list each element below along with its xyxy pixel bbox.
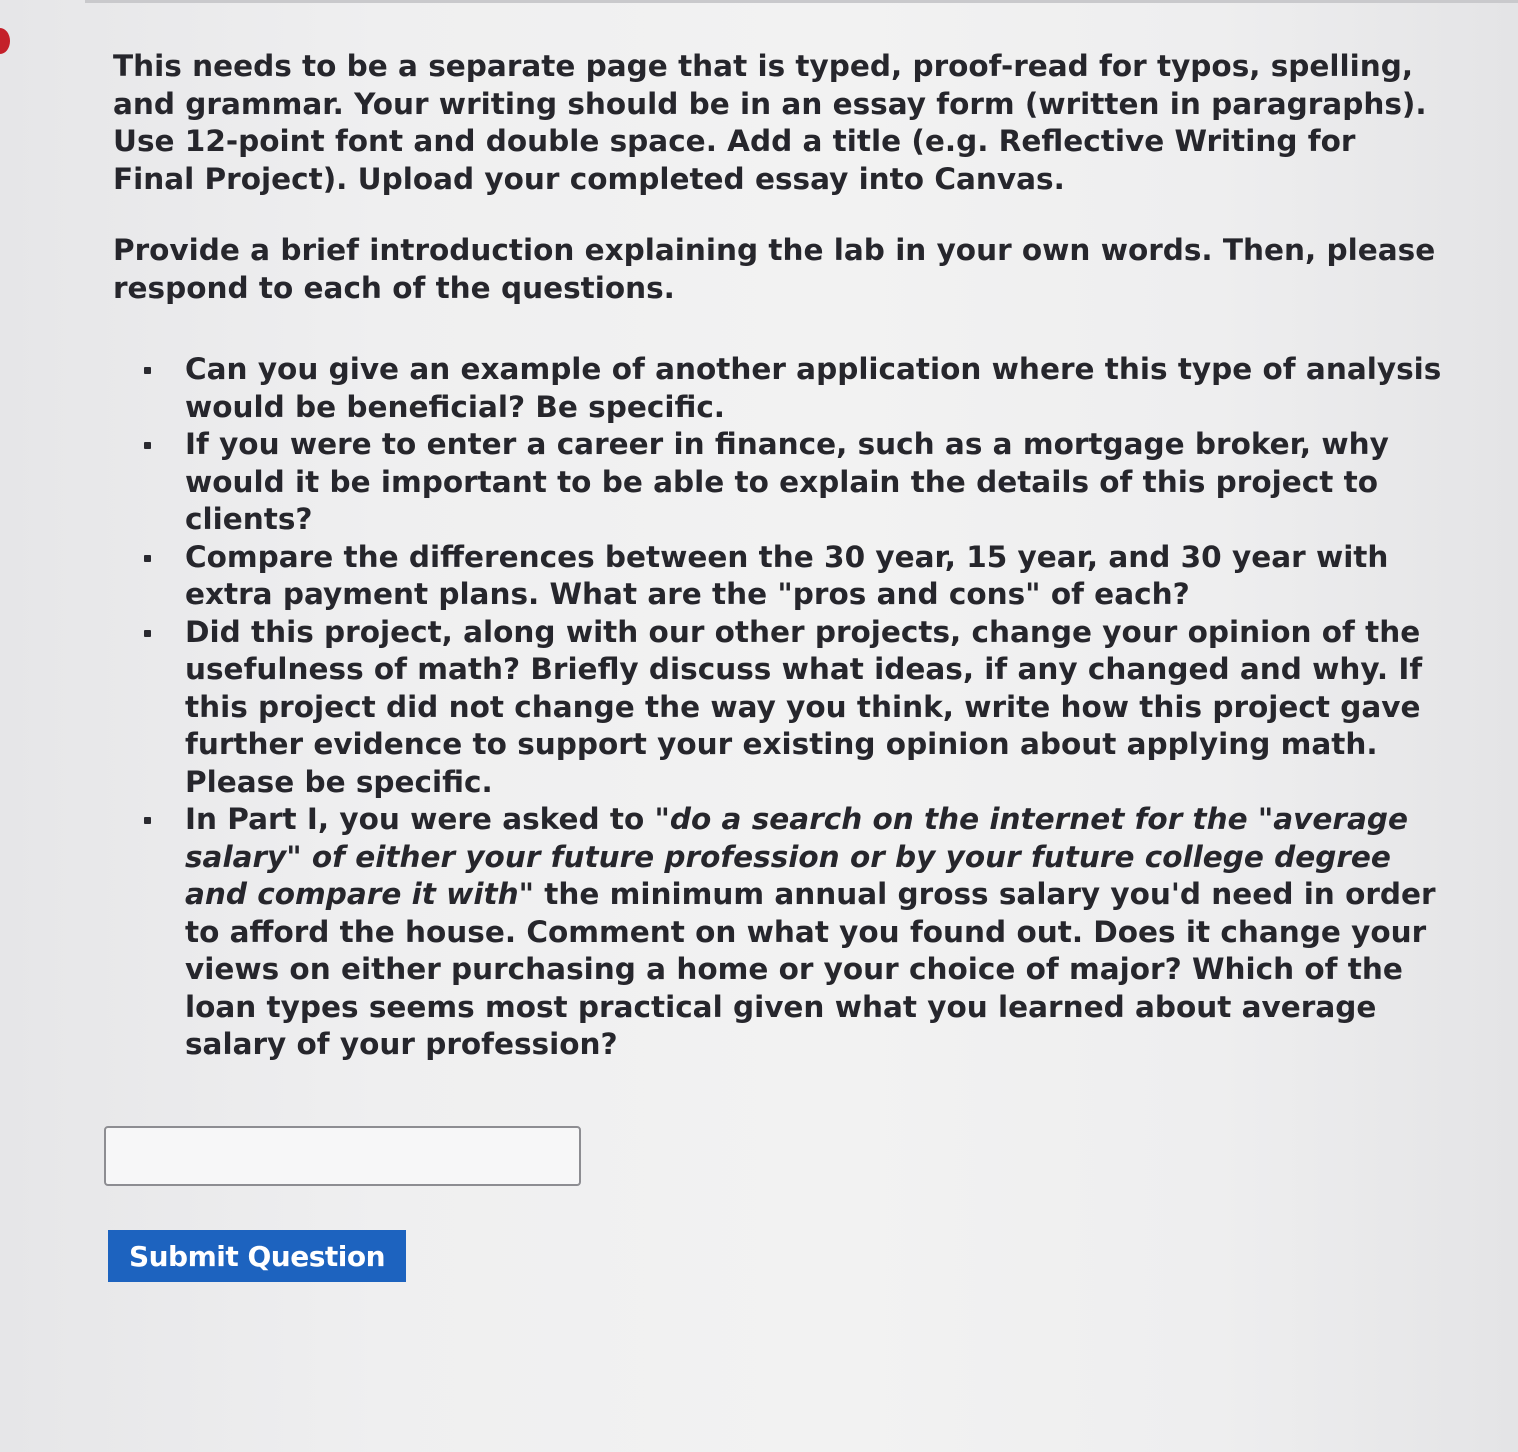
bullet-icon — [144, 442, 151, 449]
submit-question-button[interactable]: Submit Question — [108, 1230, 406, 1282]
question-text: If you were to enter a career in finance, such as a mortgage broker, why would it be important to be able to explain the details of this project to clients? — [185, 427, 1389, 536]
instructions-paragraph-2: Provide a brief introduction explaining the lab in your own words. Then, please respond to each of the questions. — [113, 233, 1436, 305]
question-item-2 — [185, 426, 1443, 539]
question-text: Compare the differences between the 30 year, 15 year, and 30 year with extra payment plans. What are the "pros and cons" of each? — [185, 539, 1389, 611]
question-content — [113, 48, 1443, 1064]
answer-input[interactable] — [104, 1126, 581, 1186]
top-divider — [85, 0, 1518, 3]
question-item-4 — [185, 614, 1443, 802]
question-text-quote: do a search on the internet for the "average salary" of either your future profession or by your future college degree and compare it with — [185, 802, 1408, 911]
question-text-rest: " the minimum annual gross salary you'd need in order to afford the house. Comment on what you found out. Does it change your views on either purchasing a home or your choice of major? Which of the loan types seems most practical given what you learned about average salary of your profession? — [185, 877, 1436, 1061]
question-text-intro: In Part I, you were asked to " — [185, 802, 670, 836]
bullet-icon — [144, 555, 151, 562]
question-item-5 — [185, 801, 1443, 1064]
question-item-3 — [185, 539, 1443, 614]
bullet-icon — [144, 630, 151, 637]
edge-marker — [0, 28, 10, 54]
question-item-1 — [185, 351, 1443, 426]
instructions-paragraph-1: This needs to be a separate page that is typed, proof-read for typos, spelling, and grammar. Your writing should be in an essay form (written in paragraphs). Use 12-point font and double space. Add a title (e.g. Reflective Writing for Final Project). Upload your completed essay into Canvas. — [113, 49, 1427, 196]
bullet-icon — [144, 367, 151, 374]
question-list — [113, 351, 1443, 1064]
question-text: Did this project, along with our other projects, change your opinion of the usefulness of math? Briefly discuss what ideas, if any changed and why. If this project did not change the way you think, write how this project gave further evidence to support your existing opinion about applying math. Please be specific. — [185, 614, 1423, 799]
bullet-icon — [144, 817, 151, 824]
question-text: Can you give an example of another application where this type of analysis would be beneficial? Be specific. — [185, 352, 1442, 424]
